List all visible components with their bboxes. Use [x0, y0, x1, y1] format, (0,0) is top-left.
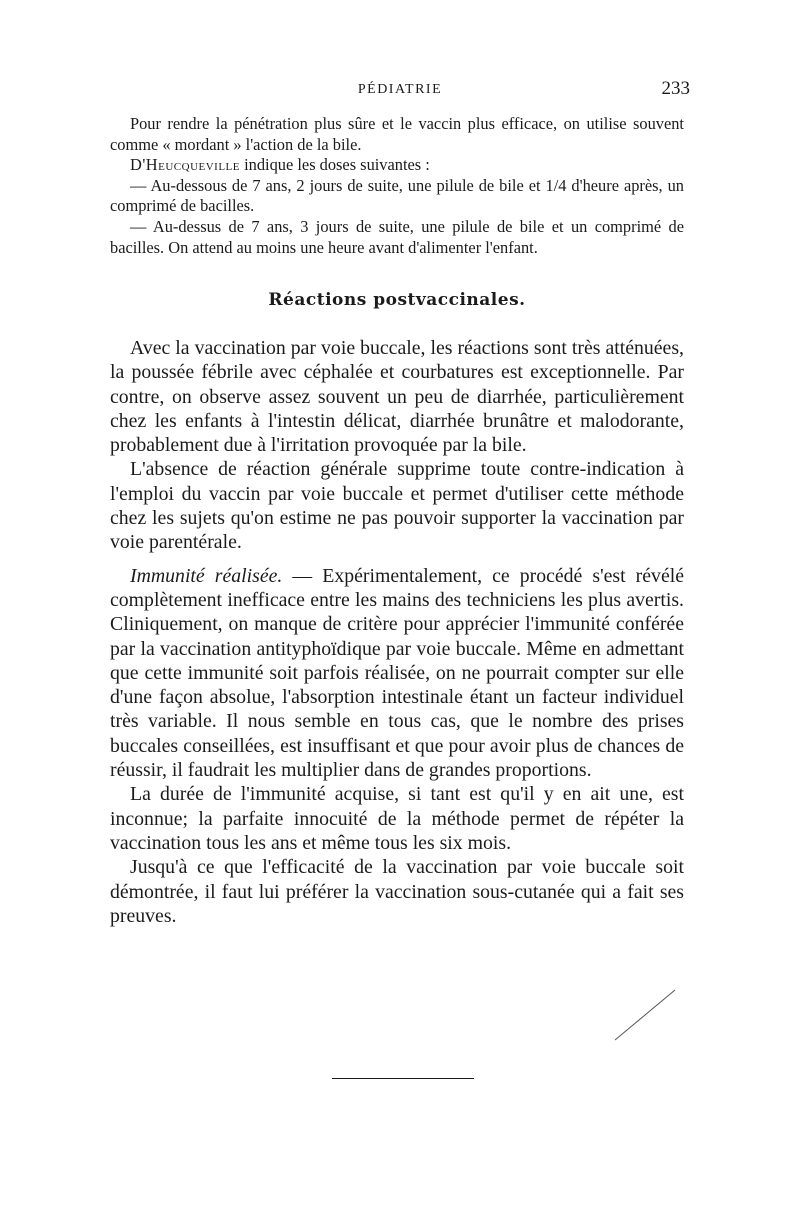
intro-text-block — [110, 114, 684, 258]
intro-paragraph: — Au-dessous de 7 ans, 2 jours de suite, une pilule de bile et 1/4 d'heure après, un comprimé de bacilles. — [110, 175, 684, 216]
page-number: 233 — [661, 78, 690, 99]
running-title: PÉDIATRIE — [357, 82, 443, 97]
body-paragraph: L'absence de réaction générale supprime toute contre-indication à l'emploi du vaccin par voie buccale et permet d'utiliser cette méthode chez les sujets qu'on estime ne pas pouvoir supporter la vaccination par voie parentérale. — [110, 458, 684, 554]
body-paragraph: La durée de l'immunité acquise, si tant est qu'il y en ait une, est inconnue; la parfaite innocuité de la méthode permet de répéter la vaccination tous les ans et même tous les six mois. — [110, 783, 684, 854]
pencil-mark — [600, 985, 680, 1045]
intro-paragraph-text: indique les doses suivantes : — [240, 155, 430, 175]
main-text-block — [110, 336, 684, 928]
subheading-label: Immunité réalisée. — [130, 564, 283, 587]
page-header — [110, 78, 690, 102]
intro-paragraph: — Au-dessus de 7 ans, 3 jours de suite, une pilule de bile et un comprimé de bacilles. On attend au moins une heure avant d'alimenter l'enfant. — [110, 216, 684, 257]
body-paragraph: Avec la vaccination par voie buccale, les réactions sont très atténuées, la poussée fébrile avec céphalée et courbatures est exceptionnelle. Par contre, on observe assez souvent un peu de diarrhée, particulièrement chez les enfants à l'intestin délicat, diarrhée brunâtre et malodorante, probablement due à l'irritation provoquée par la bile. — [110, 337, 684, 457]
end-rule — [332, 1078, 474, 1079]
intro-paragraph: Pour rendre la pénétration plus sûre et le vaccin plus efficace, on utilise souvent comme « mordant » l'action de la bile. — [110, 114, 684, 154]
body-paragraph: Jusqu'à ce que l'efficacité de la vaccination par voie buccale soit démontrée, il faut lui préférer la vaccination sous-cutanée qui a fait ses preuves. — [110, 856, 684, 927]
body-paragraph-text: — Expérimentalement, ce procédé s'est révélé complètement inefficace entre les mains des techniciens les plus avertis. Cliniquement, on manque de critère pour apprécier l'immunité conférée par la vaccination antityphoïdique par voie buccale. Même en admettant que cette immunité soit parfois réalisée, on ne pourrait compter sur elle d'une façon absolue, l'absorption intestinale étant un facteur individuel très variable. Il nous semble en tous cas, que le nombre des prises buccales conseillées, est insuffisant et que pour avoir plus de chances de réussir, il faudrait les multiplier dans de grandes proportions. — [110, 564, 684, 782]
body-paragraph — [110, 564, 684, 783]
author-name: D'Heucqueville — [130, 155, 240, 175]
intro-paragraph — [110, 155, 684, 176]
section-heading: Réactions postvaccinales. — [268, 290, 526, 310]
